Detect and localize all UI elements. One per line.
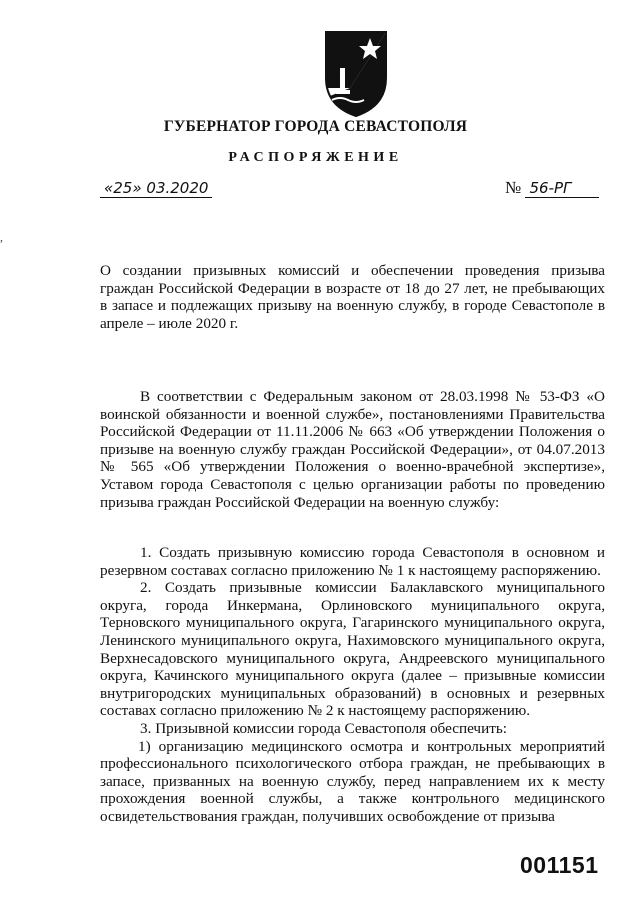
document-type: РАСПОРЯЖЕНИЕ	[228, 150, 403, 165]
margin-mark: ,	[0, 230, 3, 244]
clause-3-1: 1) организацию медицинского осмотра и контрольных мероприятий профессионального психологического отбора граждан, не пребывающих в запасе, призванных на военную службу, перед направлением их к месту прохождения военной службы, а также контрольного медицинского освидетельствования граждан, получивших освобождение от призыва	[100, 737, 605, 825]
clause-2: 2. Создать призывные комиссии Балаклавского муниципального округа, города Инкермана, Орлиновского муниципального округа, Терновского муниципального округа, Гагаринского муниципального округа, Ленинского муниципального округа, Нахимовского муниципального округа, Верхнесадовского муниципального округа, Андреевского муниципального округа, Качинского муниципального округа (далее – призывные комиссии внутригородских муниципальных образований) в основных и резервных составах согласно приложению № 2 к настоящему распоряжению.	[100, 579, 605, 720]
preamble-text: В соответствии с Федеральным законом от 28.03.1998 № 53-ФЗ «О воинской обязанности и военной службе», постановлениями Правительства Российской Федерации от 11.11.2006 № 663 «Об утверждении Положения о призыве на военную службу граждан Российской Федерации», от 04.07.2013 № 565 «Об утверждении Положения о военно-врачебной экспертизе», Уставом города Севастополя с целью организации работы по проведению призыва граждан Российской Федерации на военную службу:	[100, 388, 605, 511]
subject-text: О создании призывных комиссий и обеспечении проведения призыва граждан Российской Федерации в возрасте от 18 до 27 лет, не пребывающих в запасе и подлежащих призыву на военную службу, в городе Севастополе в апреле – июле 2020 г.	[100, 262, 605, 332]
preamble	[100, 388, 605, 511]
ordering-clauses	[100, 544, 605, 826]
date-handwritten: «25» 03.2020	[100, 179, 212, 198]
issuing-authority: ГУБЕРНАТОР ГОРОДА СЕВАСТОПОЛЯ	[163, 118, 468, 135]
clause-1: 1. Создать призывную комиссию города Севастополя в основном и резервном составах согласно приложению № 1 к настоящему распоряжению.	[100, 544, 605, 579]
number-handwritten: 56-РГ	[525, 179, 599, 198]
serial-number: 001151	[520, 852, 599, 878]
document-subject	[100, 262, 605, 332]
document-number	[505, 178, 599, 198]
clause-3: 3. Призывной комиссии города Севастополя обеспечить:	[140, 719, 507, 737]
document-date	[100, 178, 212, 198]
coat-of-arms-icon	[320, 28, 392, 118]
number-sign: №	[505, 178, 522, 197]
